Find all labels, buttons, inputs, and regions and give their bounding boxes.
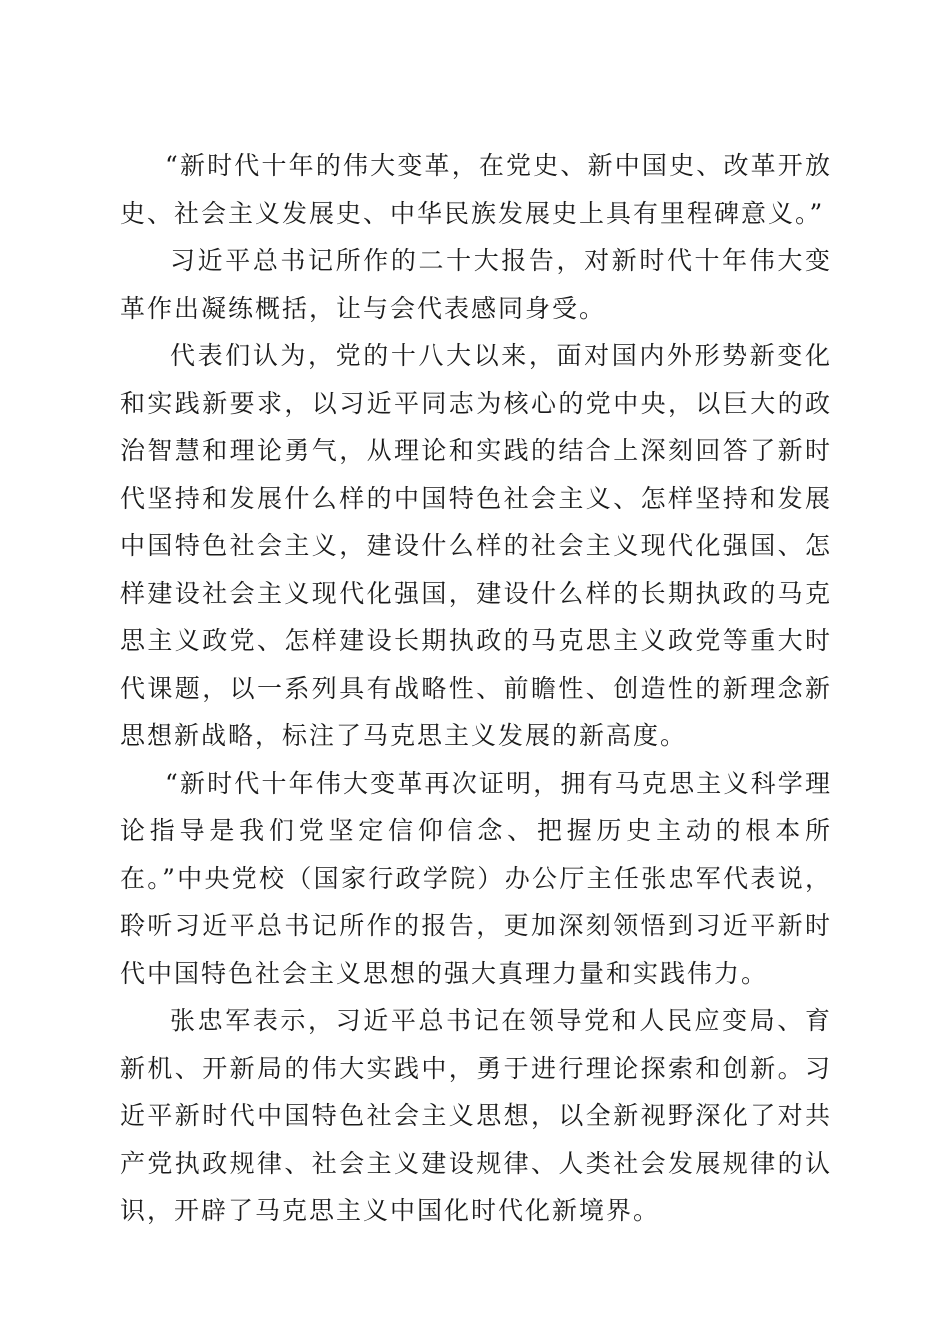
- paragraph-2: 习近平总书记所作的二十大报告，对新时代十年伟大变革作出凝练概括，让与会代表感同身受。: [120, 246, 832, 323]
- paragraph-3: 代表们认为，党的十八大以来，面对国内外形势新变化和实践新要求，以习近平同志为核心的党中央，以巨大的政治智慧和理论勇气，从理论和实践的结合上深刻回答了新时代坚持和发展什么样的中国特色社会主义、怎样坚持和发展中国特色社会主义，建设什么样的社会主义现代化强国、怎样建设社会主义现代化强国，建设什么样的长期执政的马克思主义政党、怎样建设长期执政的马克思主义政党等重大时代课题，以一系列具有战略性、前瞻性、创造性的新理念新思想新战略，标注了马克思主义发展的新高度。: [120, 341, 832, 750]
- paragraph-5: 张忠军表示，习近平总书记在领导党和人民应变局、育新机、开新局的伟大实践中，勇于进行理论探索和创新。习近平新时代中国特色社会主义思想，以全新视野深化了对共产党执政规律、社会主义建设规律、人类社会发展规律的认识，开辟了马克思主义中国化时代化新境界。: [120, 1006, 832, 1225]
- article-body: [120, 142, 832, 1235]
- paragraph-1: “新时代十年的伟大变革，在党史、新中国史、改革开放史、社会主义发展史、中华民族发展史上具有里程碑意义。”: [120, 151, 832, 228]
- paragraph-4: “新时代十年伟大变革再次证明，拥有马克思主义科学理论指导是我们党坚定信仰信念、把握历史主动的根本所在。”中央党校（国家行政学院）办公厅主任张忠军代表说，聆听习近平总书记所作的报告，更加深刻领悟到习近平新时代中国特色社会主义思想的强大真理力量和实践伟力。: [120, 768, 832, 988]
